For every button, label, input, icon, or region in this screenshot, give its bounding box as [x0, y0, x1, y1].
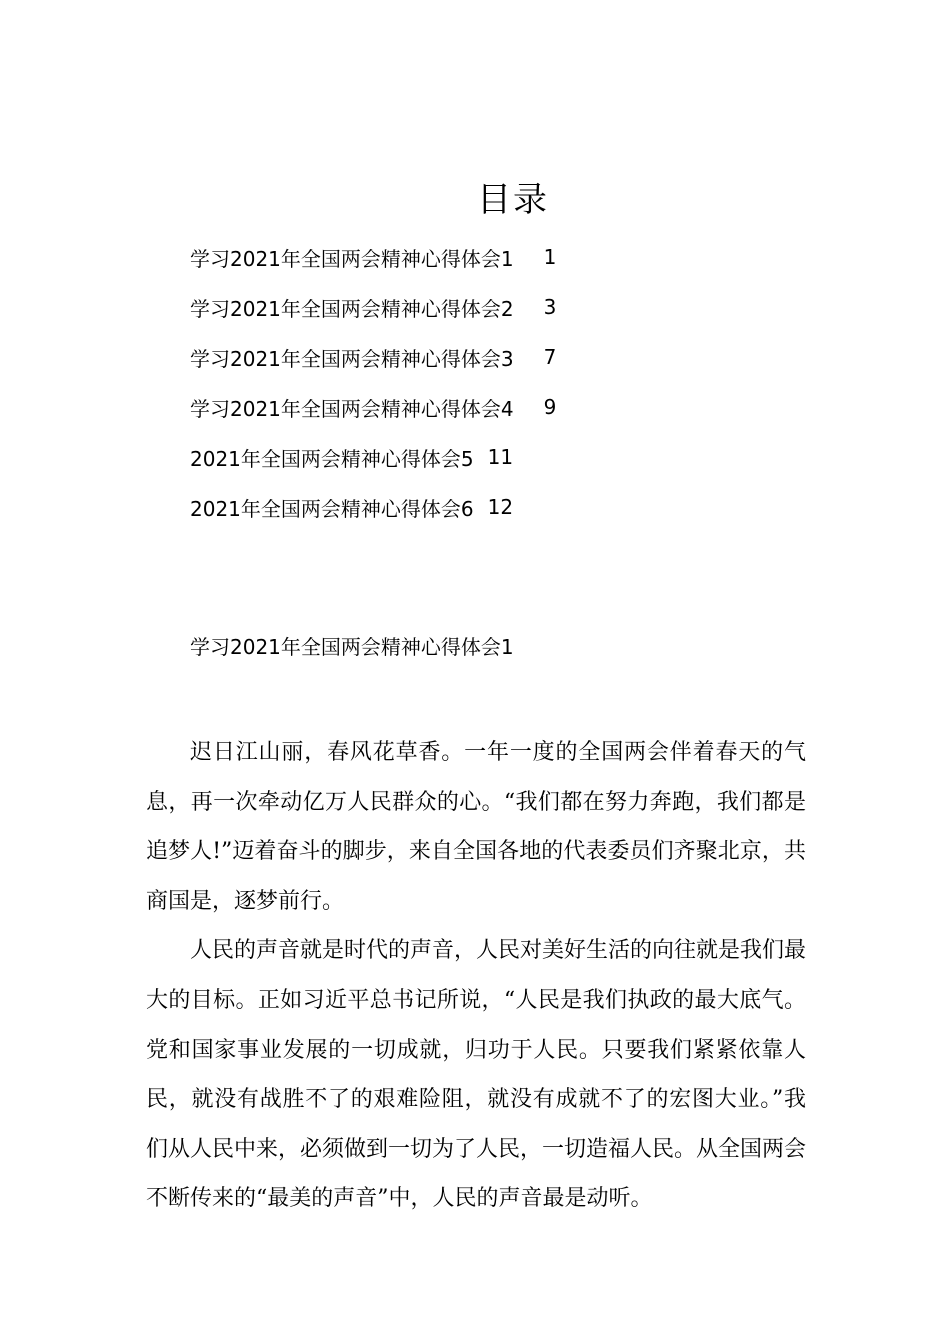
toc-item-label: 2021年全国两会精神心得体会6 — [190, 496, 474, 521]
section-heading: 学习2021年全国两会精神心得体会1 — [190, 635, 514, 659]
toc-item[interactable] — [190, 382, 790, 432]
toc-item-page: 12 — [487, 495, 514, 519]
toc-item-page: 11 — [487, 445, 514, 469]
toc-item-label: 学习2021年全国两会精神心得体会2 — [190, 296, 514, 321]
toc-item-page: 7 — [543, 345, 557, 369]
toc-item[interactable] — [190, 282, 790, 332]
body-text — [146, 728, 806, 1224]
toc-item-label: 学习2021年全国两会精神心得体会1 — [190, 246, 514, 271]
toc-item-page: 9 — [543, 395, 557, 419]
toc-item-label: 学习2021年全国两会精神心得体会4 — [190, 396, 514, 421]
toc-item[interactable] — [190, 332, 790, 382]
toc-item[interactable] — [190, 432, 790, 482]
toc-item-page: 1 — [543, 245, 557, 269]
paragraph: 人民的声音就是时代的声音，人民对美好生活的向往就是我们最大的目标。正如习近平总书记所说，“人民是我们执政的最大底气。党和国家事业发展的一切成就，归功于人民。只要我们紧紧依靠人民，就没有战胜不了的艰难险阻，就没有成就不了的宏图大业。”我们从人民中来，必须做到一切为了人民，一切造福人民。从全国两会不断传来的“最美的声音”中，人民的声音最是动听。 — [146, 938, 807, 1212]
toc-item-label: 学习2021年全国两会精神心得体会3 — [190, 346, 514, 371]
toc-item-page: 3 — [543, 295, 557, 319]
table-of-contents — [190, 232, 790, 532]
toc-item-label: 2021年全国两会精神心得体会5 — [190, 446, 474, 471]
paragraph: 迟日江山丽，春风花草香。一年一度的全国两会伴着春天的气息，再一次牵动亿万人民群众的心。“我们都在努力奔跑，我们都是追梦人!”迈着奋斗的脚步，来自全国各地的代表委员们齐聚北京，共商国是，逐梦前行。 — [146, 740, 806, 914]
toc-item[interactable] — [190, 482, 790, 532]
toc-title: 目录 — [477, 180, 549, 220]
toc-item[interactable] — [190, 232, 790, 282]
